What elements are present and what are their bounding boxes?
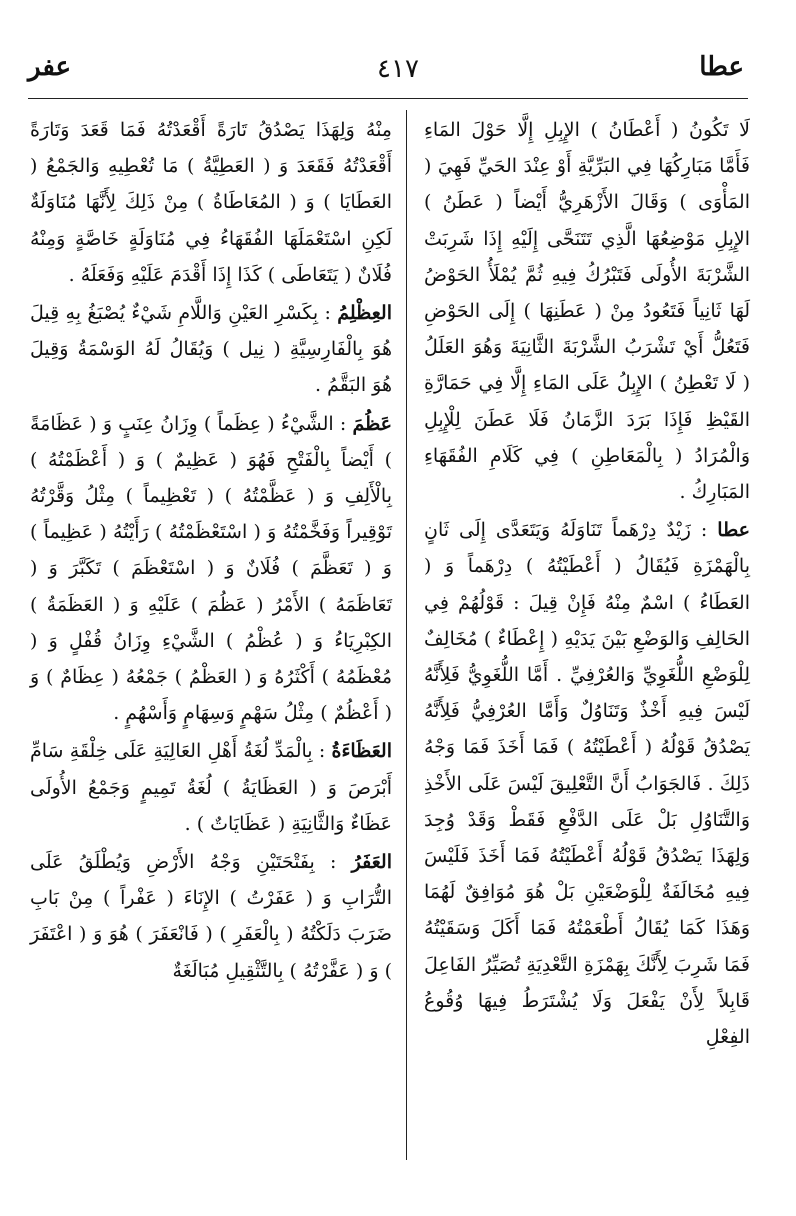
entry-headword: العَظَاءَةُ [331,740,392,763]
entry-continuation [424,112,750,510]
entry-headword: عطا [717,519,751,542]
entry [30,295,392,404]
entry-text: : الشَّيْءُ ( عِظَماً ) وِزَانُ عِنَبٍ وَ ( عَظَامَةً ) أَيْضاً بِالْفَتْحِ فَهُوَ ( عَظِيمٌ ) وَ ( أَعْظَمْتُهُ ) بِالْأَلِفِ وَ ( عَظَّمْتُهُ ) ( تَعْظِيماً ) مِثْلُ وَقَّرْتُهُ تَوْقِيراً وَفَخَّمْتُهُ وَ ( اسْتَعْظَمْتُهُ ) رَأَيْتُهُ ( عَظِيماً ) وَ ( تَعَظَّمَ ) فُلَانٌ وَ ( اسْتَعْظَمَ ) تَكَبَّرَ وَ ( تَعَاظَمَهُ ) الأَمْرُ ( عَظُمَ ) عَلَيْهِ وَ ( العَظَمَةُ ) الكِبْرِيَاءُ وَ ( عُظْمُ ) الشَّيْءِ وِزَانُ قُفْلٍ وَ ( مُعْظَمُهُ ) أَكْثَرُهُ وَ ( العَظْمُ ) جَمْعُهُ ( عِظَامٌ ) وَ ( أَعْظُمٌ ) مِثْلُ سَهْمٍ وَسِهَامٍ وَأَسْهُمٍ . [30,412,392,725]
header-rule [28,98,748,99]
page-number: ٤١٧ [377,54,419,84]
entry-text: : بِالْمَدِّ لُغَةُ أَهْلِ العَالِيَةِ عَلَى خِلْقَةِ سَامِّ أَبْرَصَ وَ ( العَظَايَةُ ) لُغَةُ تَمِيمٍ وَجَمْعُ الأُولَى عَظَاءٌ وَالثَّانِيَةِ ( عَظَايَاتٌ ) . [30,740,392,835]
right-column [424,112,750,1055]
column-divider [406,110,407,1160]
entry-text: لَا تَكُونُ ( أَعْطَانُ ) الإِبِلِ إِلَّا حَوْلَ المَاءِ فَأَمَّا مَبَارِكُهَا فِي البَرِّيَّةِ أَوْ عِنْدَ الحَيِّ فَهِيَ ( المَأْوَى ) وَقَالَ الأَزْهَرِيُّ أَيْضاً ( عَطَنُ ) الإِبِلِ مَوْضِعُهَا الَّذِي تَتَنَحَّى إِلَيْهِ إِذَا شَرِبَتْ الشَّرْبَةَ الأُولَى فَتَبْرُكُ فِيهِ ثُمَّ يُمْلَأُ الحَوْضُ لَهَا ثَانِياً فَتَعُودُ مِنْ ( عَطَنِهَا ) إِلَى الحَوْضِ فَتَعُلُّ أَيْ تَشْرَبُ الشَّرْبَةَ الثَّانِيَةَ وَهُوَ العَلَلُ ( لَا تَعْطِنُ ) الإِبِلُ عَلَى المَاءِ إِلَّا فِي حَمَارَّةِ القَيْظِ فَإِذَا بَرَدَ الزَّمَانُ فَلَا عَطَنَ لِلْإِبِلِ وَالْمُرَادُ ( بِالْمَعَاطِنِ ) فِي كَلَامِ الفُقَهَاءِ المَبَارِكُ . [424,119,750,504]
entry [30,406,392,732]
entry-headword: العِظْلِمُ [337,302,392,325]
entry-headword: العَفَرُ [351,851,392,874]
entry [30,844,392,989]
entry-text: مِنْهُ وَلِهَذَا يَصْدُقُ تَارَةً أَقْعَدْتُهُ فَمَا قَعَدَ وَتَارَةً أَقْعَدْتُهُ فَقَعَدَ وَ ( العَطِيَّةُ ) مَا تُعْطِيهِ وَالجَمْعُ ( العَطَايَا ) وَ ( المُعَاطَاةُ ) مِنْ ذَلِكَ لِأَنَّهَا مُنَاوَلَةٌ لَكِنِ اسْتَعْمَلَهَا الفُقَهَاءُ فِي مُنَاوَلَةٍ خَاصَّةٍ وَمِنْهُ فُلَانٌ ( يَتَعَاطَى ) كَذَا إِذَا أَقْدَمَ عَلَيْهِ وَفَعَلَهُ . [30,119,392,286]
running-headword-left: عفر [28,52,72,82]
entry [424,512,750,1055]
entry-text: : زَيْدٌ دِرْهَماً تَنَاوَلَهُ وَيَتَعَدَّى إِلَى ثَانٍ بِالْهَمْزَةِ فَيُقَالُ ( أَعْطَيْتُهُ ) دِرْهَماً وَ ( العَطَاءُ ) اسْمٌ مِنْهُ فَإِنْ قِيلَ : قَوْلُهُمْ فِي الحَالِفِ وَالوَضْعِ بَيْنَ يَدَيْهِ ( إِعْطَاءٌ ) مُخَالِفٌ لِلْوَضْعِ اللُّغَوِيِّ وَالعُرْفِيِّ . أَمَّا اللُّغَوِيُّ فَلِأَنَّهُ لَيْسَ فِيهِ أَخْذٌ وَتَنَاوُلٌ وَأَمَّا العُرْفِيُّ فَلِأَنَّهُ يَصْدُقُ قَوْلُهُ ( أَعْطَيْتُهُ ) فَمَا أَخَذَ فَمَا وَجْهُ ذَلِكَ . فَالجَوَابُ أَنَّ التَّعْلِيقَ لَيْسَ عَلَى الأَخْذِ وَالتَّنَاوُلِ بَلْ عَلَى الدَّفْعِ فَقَطْ وَقَدْ وُجِدَ وَلِهَذَا يَصْدُقُ قَوْلُهُ أَعْطَيْتُهُ فَمَا أَخَذَ فَلَيْسَ فِيهِ مُخَالَفَةٌ لِلْوَضْعَيْنِ بَلْ هُوَ مُوَافِقٌ لَهُمَا وَهَذَا كَمَا يُقَالُ أَطْعَمْتُهُ فَمَا أَكَلَ وَسَقَيْتُهُ فَمَا شَرِبَ لِأَنَّكَ بِهَمْزَةِ التَّعْدِيَةِ تُصَيِّرُ الفَاعِلَ قَابِلاً لِأَنْ يَفْعَلَ وَلَا يُشْتَرَطُ فِيهَا وُقُوعُ الفِعْلِ [424,519,750,1049]
entry [30,733,392,842]
left-column [30,112,392,989]
entry-continuation [30,112,392,293]
page-header [0,52,796,92]
running-headword-right: عطا [699,52,744,82]
entry-text: : بِفَتْحَتَيْنِ وَجْهُ الأَرْضِ وَيُطْلَقُ عَلَى التُّرَابِ وَ ( عَفَرْتُ ) الإِنَاءَ ( عَفْراً ) مِنْ بَابِ ضَرَبَ دَلَكْتُهُ ( بِالْعَفَرِ ) ( فَانْعَفَرَ ) هُوَ وَ ( اعْتَفَرَ ) وَ ( عَفَّرْتُهُ ) بِالتَّثْقِيلِ مُبَالَغَةٌ [30,851,392,982]
entry-headword: عَظُمَ [352,412,393,435]
entry-text: : بِكَسْرِ العَيْنِ وَاللَّامِ شَيْءٌ يُصْبَغُ بِهِ قِيلَ هُوَ بِالْفَارِسِيَّةِ ( نِيل ) وَيُقَالُ لَهُ الوَسْمَةُ وَقِيلَ هُوَ البَقَّمُ . [30,302,392,397]
